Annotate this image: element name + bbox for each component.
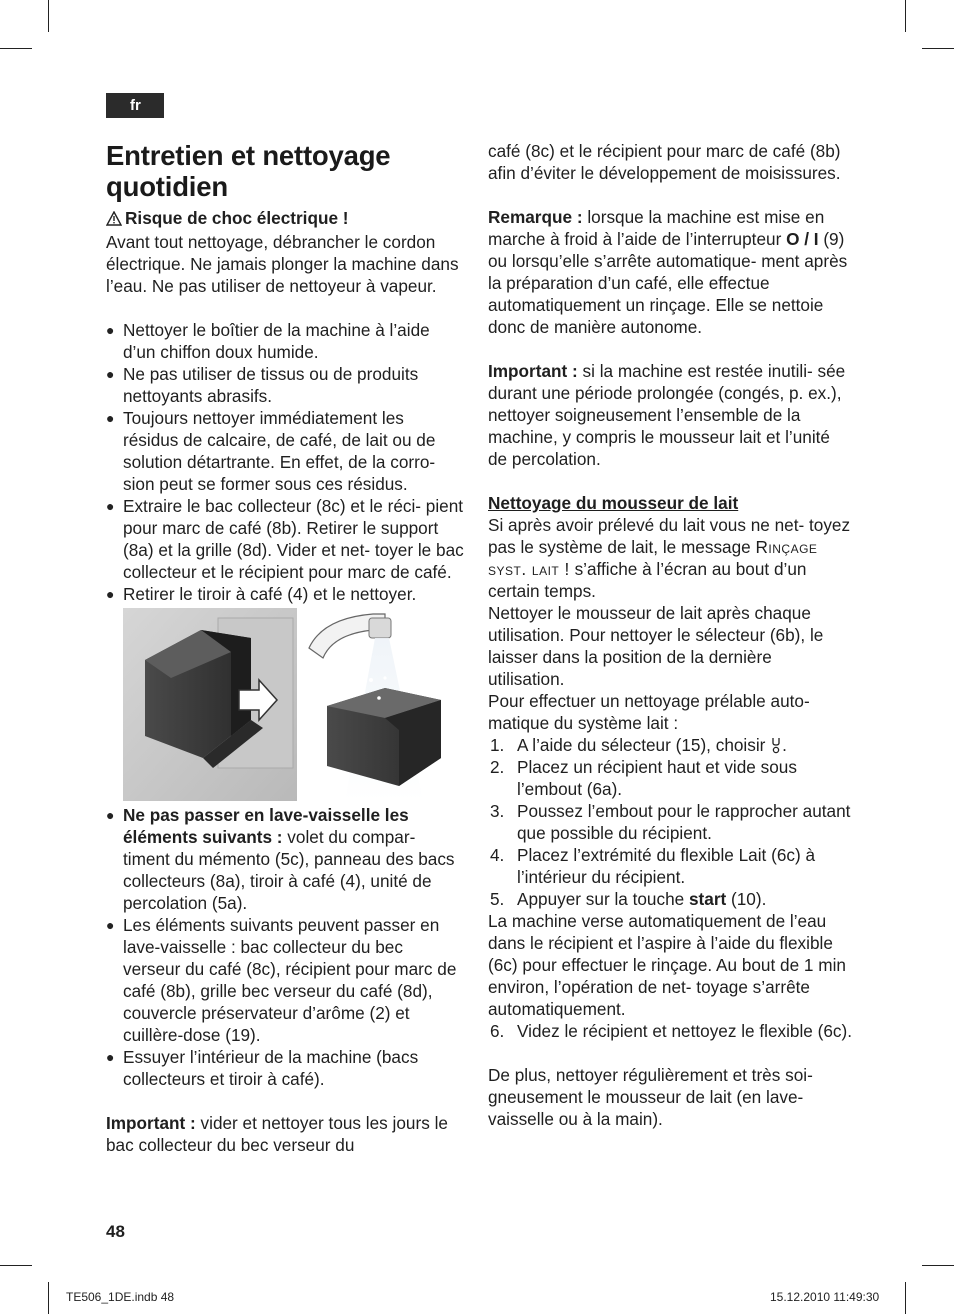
step-number: 1. bbox=[490, 735, 505, 755]
crop-mark bbox=[48, 0, 49, 32]
footer-timestamp: 15.12.2010 11:49:30 bbox=[770, 1290, 880, 1304]
list-item bbox=[488, 1020, 852, 1042]
page-number: 48 bbox=[106, 1222, 125, 1241]
list-item: ● Essuyer l’intérieur de la machine (bacs collecteurs et tiroir à café). bbox=[106, 1046, 464, 1090]
dishwasher-no-text: volet du compar- timent du mémento (5c), panneau des bacs collecteurs (8a), tiroir à café (4), unité de percolation (5a). bbox=[123, 827, 455, 913]
step-text: A l’aide du sélecteur (15), choisir bbox=[517, 735, 771, 755]
step-text: Placez un récipient haut et vide sous l’embout (6a). bbox=[517, 757, 797, 799]
important-text: vider et nettoyer tous les jours le bac collecteur du bec verseur du bbox=[106, 1113, 448, 1155]
remark-note bbox=[488, 206, 852, 338]
step-number: 5. bbox=[490, 889, 505, 909]
crop-mark bbox=[922, 48, 954, 49]
crop-mark bbox=[0, 48, 32, 49]
display-message: Rinçage syst. lait ! bbox=[488, 537, 818, 579]
section-heading: Nettoyage du mousseur de lait bbox=[488, 493, 739, 513]
warning-heading bbox=[106, 207, 464, 231]
right-column bbox=[488, 140, 852, 1130]
step-text: Videz le récipient et nettoyez le flexible (6c). bbox=[517, 1021, 853, 1041]
list-item bbox=[488, 800, 852, 844]
step-text: (10). bbox=[726, 889, 767, 909]
list-item: ● Retirer le tiroir à café (4) et le nettoyer. bbox=[106, 583, 464, 605]
list-item bbox=[488, 888, 852, 910]
start-key-label: start bbox=[688, 889, 727, 909]
list-item: ● Ne pas utiliser de tissus ou de produits nettoyants abrasifs. bbox=[106, 363, 464, 407]
footer-file-info: TE506_1DE.indb 48 bbox=[66, 1290, 175, 1304]
milk-rinse-symbol-icon bbox=[770, 737, 782, 755]
dishwasher-no-bold: Ne pas passer en lave-vaisselle les éléments suivants : bbox=[123, 805, 409, 847]
important-text: si la machine est restée inutili- sée durant une période prolongée (congés, p. ex.), nettoyer soigneusement l’ensemble de la machine, y compris le mousseur lait et l’unité de percolation. bbox=[488, 361, 846, 469]
list-item bbox=[488, 756, 852, 800]
closing-paragraph: De plus, nettoyer régulièrement et très soi- gneusement le mousseur de lait (en lave- vaisselle ou à la main). bbox=[488, 1065, 813, 1129]
coffee-drawer-illustration bbox=[123, 608, 453, 801]
left-column bbox=[106, 140, 464, 1156]
step-number: 6. bbox=[490, 1021, 505, 1041]
crop-mark bbox=[905, 0, 906, 32]
step-text: Placez l’extrémité du flexible Lait (6c) à l’intérieur du récipient. bbox=[517, 845, 816, 887]
dishwasher-list bbox=[106, 804, 464, 1090]
list-item: ● Nettoyer le boîtier de la machine à l’aide d’un chiffon doux humide. bbox=[106, 319, 464, 363]
step-text: Appuyer sur la touche bbox=[517, 889, 689, 909]
important-label: Important : bbox=[106, 1113, 196, 1133]
power-switch-label: O / I bbox=[786, 229, 819, 249]
crop-mark bbox=[922, 1265, 954, 1266]
step-number: 4. bbox=[490, 845, 505, 865]
list-item: ● Les éléments suivants peuvent passer en lave-vaisselle : bac collecteur du bec verseur du café (8c), récipient pour marc de café (8b), grille bec verseur du café (8d), couvercle préservateur d’arôme (2) et cuillère-dose (19). bbox=[106, 914, 464, 1046]
continued-text: café (8c) et le récipient pour marc de café (8b) afin d’éviter le développement de moisissures. bbox=[488, 141, 841, 183]
section-paragraph: Pour effectuer un nettoyage prélable auto- matique du système lait : bbox=[488, 691, 810, 733]
crop-mark bbox=[48, 1282, 49, 1314]
steps-list bbox=[488, 734, 852, 910]
warning-triangle-icon bbox=[106, 209, 125, 231]
title-line-1: Entretien et nettoyage bbox=[106, 140, 391, 171]
section-text: s’affiche à l’écran au bout d’un certain temps. bbox=[488, 559, 807, 601]
important-note-2 bbox=[488, 360, 852, 470]
important-label: Important : bbox=[488, 361, 578, 381]
important-note-1 bbox=[106, 1112, 464, 1156]
title-line-2: quotidien bbox=[106, 171, 228, 202]
section-paragraph: La machine verse automatiquement de l’eau dans le récipient et l’aspire à l’aide du flexible (6c) pour effectuer le rinçage. Au bout de 1 min environ, l’opération de net- toyage s’arrête automatiquement. bbox=[488, 911, 846, 1019]
step-text: . bbox=[782, 735, 787, 755]
crop-mark bbox=[0, 1265, 32, 1266]
steps-list bbox=[488, 1020, 852, 1042]
step-text: Poussez l’embout pour le rapprocher autant que possible du récipient. bbox=[517, 801, 851, 843]
list-item: ● Extraire le bac collecteur (8c) et le réci- pient pour marc de café (8b). Retirer le support (8a) et la grille (8d). Vider et net- toyer le bac collecteur et le récipient pour marc de café. bbox=[106, 495, 464, 583]
section-paragraph: Nettoyer le mousseur de lait après chaque utilisation. Pour nettoyer le sélecteur (6b), le laisser dans la position de la dernière utilisation. bbox=[488, 603, 824, 689]
warning-heading-text: Risque de choc électrique ! bbox=[125, 208, 349, 228]
crop-mark bbox=[905, 1282, 906, 1314]
language-tab: fr bbox=[106, 93, 164, 118]
section-paragraph bbox=[488, 514, 852, 602]
cleaning-list bbox=[106, 319, 464, 605]
step-number: 2. bbox=[490, 757, 505, 777]
coffee-drawer-figure bbox=[123, 608, 453, 801]
remark-label: Remarque : bbox=[488, 207, 583, 227]
remark-text-1: lorsque la machine est mise en marche à froid à l’aide de l’interrupteur bbox=[488, 207, 825, 249]
warning-text: Avant tout nettoyage, débrancher le cordon électrique. Ne jamais plonger la machine dans l’eau. Ne pas utiliser de nettoyeur à vapeur. bbox=[106, 232, 459, 296]
list-item bbox=[488, 844, 852, 888]
remark-text-2: (9) ou lorsqu’elle s’arrête automatique- ment après la préparation d’un café, elle effectue automatiquement un rinçage. Elle se nettoie donc de manière autonome. bbox=[488, 229, 848, 337]
section-text: Si après avoir prélevé du lait vous ne net- toyez pas le système de lait, le message bbox=[488, 515, 851, 557]
page-title bbox=[106, 140, 464, 202]
list-item: ● Toujours nettoyer immédiatement les résidus de calcaire, de café, de lait ou de solution détartrante. En effet, de la corro- sion peut se former sous ces résidus. bbox=[106, 407, 464, 495]
list-item bbox=[106, 804, 464, 914]
list-item bbox=[488, 734, 852, 756]
step-number: 3. bbox=[490, 801, 505, 821]
